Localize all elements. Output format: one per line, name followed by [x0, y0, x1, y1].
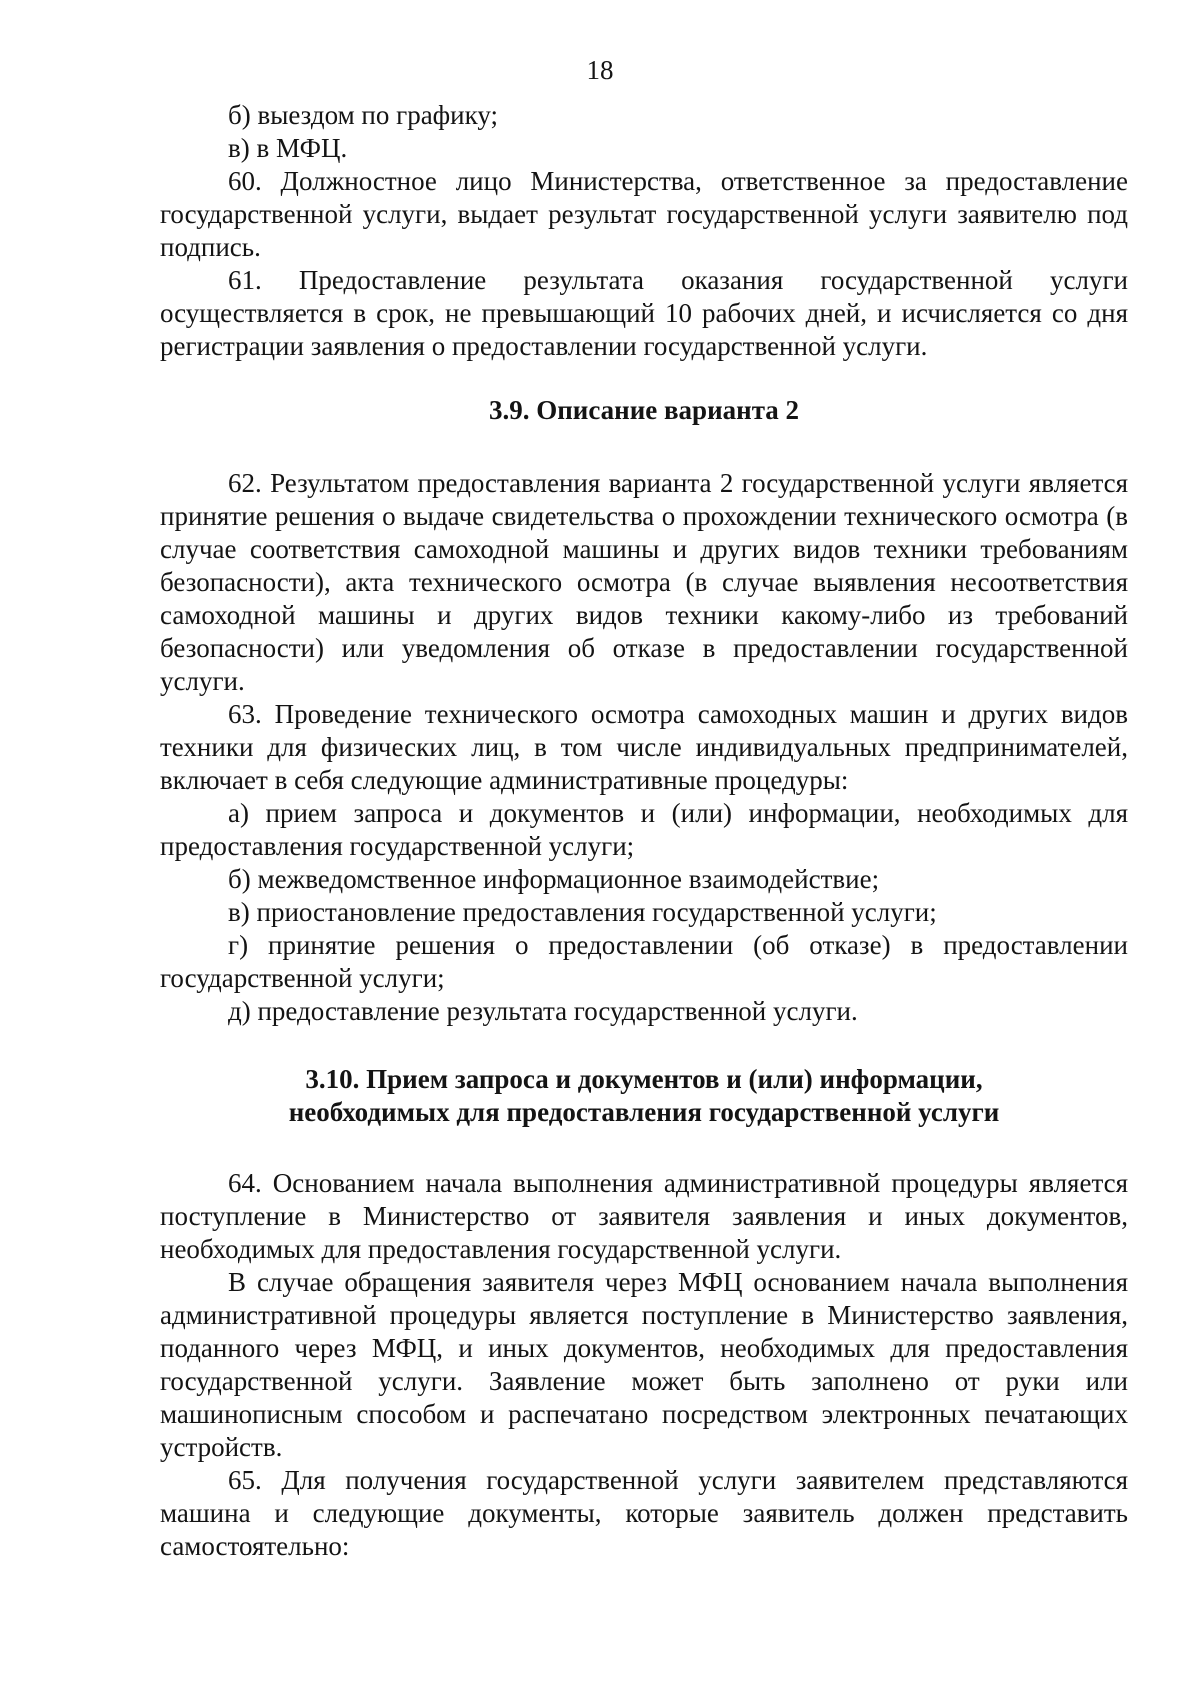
paragraph-60: 60. Должностное лицо Министерства, ответственное за предоставление государственной услуги, выдает результат государственной услуги заявителю под подпись.	[160, 166, 1128, 262]
paragraph-64: 64. Основанием начала выполнения административной процедуры является поступление в Министерство от заявителя заявления и иных документов, необходимых для предоставления государственной услуги.	[160, 1168, 1128, 1264]
paragraph-64-mfc: В случае обращения заявителя через МФЦ основанием начала выполнения административной процедуры является поступление в Министерство заявления, поданного через МФЦ, и иных документов, необходимых для предоставления государственной услуги. Заявление может быть заполнено от руки или машинописным способом и распечатано посредством электронных печатающих устройств.	[160, 1267, 1128, 1462]
paragraph-item-v: в) в МФЦ.	[228, 133, 348, 163]
spacer	[160, 1028, 1128, 1063]
list-item-d: д) предоставление результата государственной услуги.	[228, 996, 858, 1026]
document-body	[160, 99, 1128, 1563]
paragraph-62: 62. Результатом предоставления варианта 2 государственной услуги является принятие решения о выдаче свидетельства о прохождении технического осмотра (в случае соответствия самоходной машины и других видов техники требованиям безопасности), акта технического осмотра (в случае выявления несоответствия самоходной машины и других видов техники какому-либо из требований безопасности) или уведомления об отказе в предоставлении государственной услуги.	[160, 468, 1128, 696]
spacer	[160, 363, 1128, 394]
section-heading-3-10-line-2: необходимых для предоставления государственной услуги	[288, 1097, 1000, 1127]
paragraph-61: 61. Предоставление результата оказания государственной услуги осуществляется в срок, не превышающий 10 рабочих дней, и исчисляется со дня регистрации заявления о предоставлении государственной услуги.	[160, 265, 1128, 361]
list-item-b: б) межведомственное информационное взаимодействие;	[228, 864, 880, 894]
section-heading-3-10	[160, 1063, 1128, 1129]
paragraph-63: 63. Проведение технического осмотра самоходных машин и других видов техники для физических лиц, в том числе индивидуальных предпринимателей, включает в себя следующие административные процедуры:	[160, 699, 1128, 795]
list-item-v: в) приостановление предоставления государственной услуги;	[228, 897, 937, 927]
list-item-a: а) прием запроса и документов и (или) информации, необходимых для предоставления государственной услуги;	[160, 798, 1128, 861]
paragraph-item-b: б) выездом по графику;	[228, 100, 498, 130]
section-heading-3-10-line-1: 3.10. Прием запроса и документов и (или) информации,	[305, 1064, 983, 1094]
paragraph-65: 65. Для получения государственной услуги заявителем представляются машина и следующие документы, которые заявитель должен представить самостоятельно:	[160, 1465, 1128, 1561]
section-heading-3-9: 3.9. Описание варианта 2	[488, 395, 800, 425]
spacer	[160, 427, 1128, 467]
spacer	[160, 1129, 1128, 1167]
page-number: 18	[586, 55, 614, 85]
list-item-g: г) принятие решения о предоставлении (об отказе) в предоставлении государственной услуги;	[160, 930, 1128, 993]
